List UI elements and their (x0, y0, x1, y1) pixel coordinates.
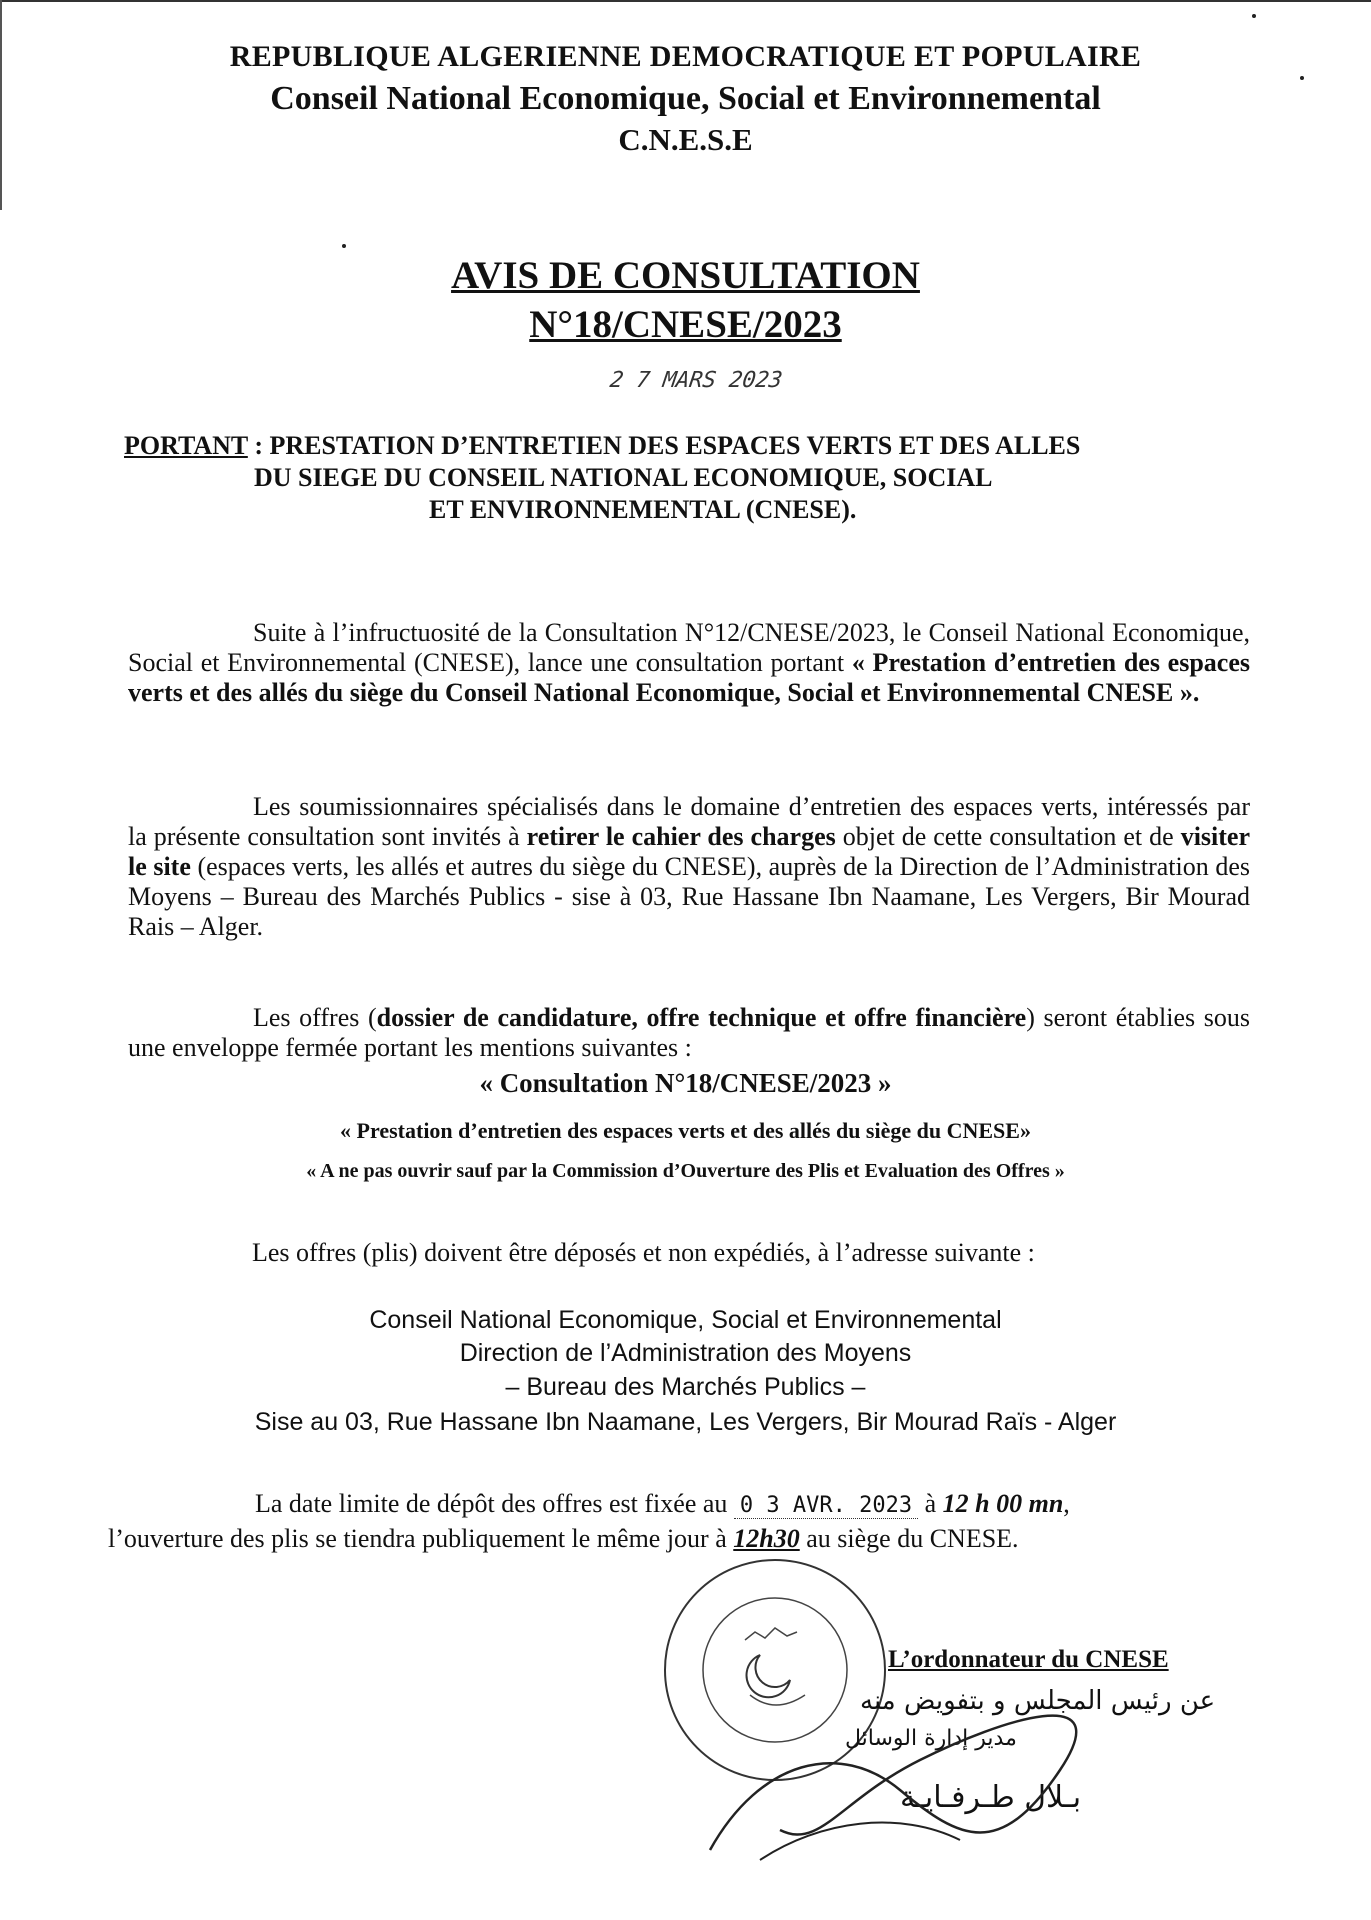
header-acronym: C.N.E.S.E (618, 122, 753, 157)
subject-block (124, 430, 1254, 526)
bidders-text-1: Les soumissionnaires spécialisés dans le domaine d’entretien des espaces verts, intéressés par la présente consultation sont invités à (128, 792, 1250, 851)
consultation-reference: « Consultation N°18/CNESE/2023 » (479, 1068, 892, 1098)
offers-text-2: ) seront établies sous une enveloppe fermée portant les mentions suivantes : (128, 1003, 1250, 1062)
scan-speck (1252, 14, 1256, 18)
deadline-date: 0 3 AVR. 2023 (734, 1493, 918, 1519)
address-line-2: Direction de l’Administration des Moyens (459, 1339, 912, 1367)
paragraph-bidders (128, 792, 1250, 942)
page-border-top (0, 0, 1371, 2)
scan-speck (342, 244, 346, 248)
address-line-1: Conseil National Economique, Social et Environnemental (369, 1306, 1002, 1334)
subject-line-1: : PRESTATION D’ENTRETIEN DES ESPACES VERTS ET DES ALLES (247, 431, 1081, 460)
address-line-3: – Bureau des Marchés Publics – (505, 1373, 866, 1401)
date-stamp: 2 7 MARS 2023 (608, 368, 784, 393)
intro-text: Suite à l’infructuosité de la Consultation N°12/CNESE/2023, le Conseil National Economique, Social et Environnemental (CNESE), lance une consultation portant (128, 618, 1250, 677)
paragraph-offers (128, 1003, 1250, 1063)
arabic-delegation: عن رئيس المجلس و بتفويض منه (860, 1686, 1216, 1716)
paragraph-intro (128, 618, 1250, 708)
subject-line-3: ET ENVIRONNEMENTAL (CNESE). (429, 495, 857, 524)
deadline-text-2: à (918, 1489, 943, 1518)
signatory-title: L’ordonnateur du CNESE (888, 1646, 1169, 1673)
subject-label: PORTANT (124, 431, 248, 460)
deadline-text-1: La date limite de dépôt des offres est fixée au (255, 1489, 734, 1518)
bidders-bold-1: retirer le cahier des charges (526, 822, 836, 851)
deadline-time: 12 h 00 mn (942, 1489, 1064, 1518)
deadline-text-5: au siège du CNESE. (799, 1524, 1019, 1553)
intro-bold: « Prestation d’entretien des espaces verts et des allés du siège du Conseil National Economique, Social et Environnemental CNESE ». (128, 648, 1250, 707)
opening-time: 12h30 (733, 1524, 800, 1553)
offers-bold: dossier de candidature, offre technique et offre financière (376, 1003, 1027, 1032)
header-council: Conseil National Economique, Social et Environnemental (270, 80, 1101, 117)
deadline-text-3: , (1063, 1489, 1070, 1518)
header-republic: REPUBLIQUE ALGERIENNE DEMOCRATIQUE ET POPULAIRE (229, 40, 1142, 73)
envelope-mention-2: « A ne pas ouvrir sauf par la Commission d’Ouverture des Plis et Evaluation des Offres » (306, 1160, 1065, 1182)
deadline-line-1 (130, 1487, 1260, 1523)
submission-intro: Les offres (plis) doivent être déposés et non expédiés, à l’adresse suivante : (252, 1238, 1035, 1267)
arabic-director: مدير إدارة الوسائل (845, 1726, 1017, 1751)
document-title: AVIS DE CONSULTATION (451, 254, 920, 297)
scan-speck (1300, 76, 1304, 80)
bidders-bold-2: visiter le site (128, 822, 1250, 881)
bidders-text-2: objet de cette consultation et de (835, 822, 1181, 851)
offers-text-1: Les offres ( (253, 1003, 377, 1032)
arabic-signatory-name: بـلال طـرفـايـة (900, 1780, 1082, 1815)
subject-line-2: DU SIEGE DU CONSEIL NATIONAL ECONOMIQUE, SOCIAL (254, 463, 993, 492)
bidders-text-3: (espaces verts, les allés et autres du siège du CNESE), auprès de la Direction de l’Administration des Moyens – Bureau des Marchés Publics - sise à 03, Rue Hassane Ibn Naamane, Les Vergers, Bir Mourad Rais – Alger. (128, 852, 1250, 941)
document-number: N°18/CNESE/2023 (529, 303, 842, 346)
address-line-4: Sise au 03, Rue Hassane Ibn Naamane, Les Vergers, Bir Mourad Raïs - Alger (254, 1408, 1117, 1436)
deadline-text-4: l’ouverture des plis se tiendra publiquement le même jour à (108, 1524, 734, 1553)
signature-icon (700, 1700, 1120, 1880)
envelope-mention-1: « Prestation d’entretien des espaces verts et des allés du siège du CNESE» (340, 1118, 1031, 1143)
